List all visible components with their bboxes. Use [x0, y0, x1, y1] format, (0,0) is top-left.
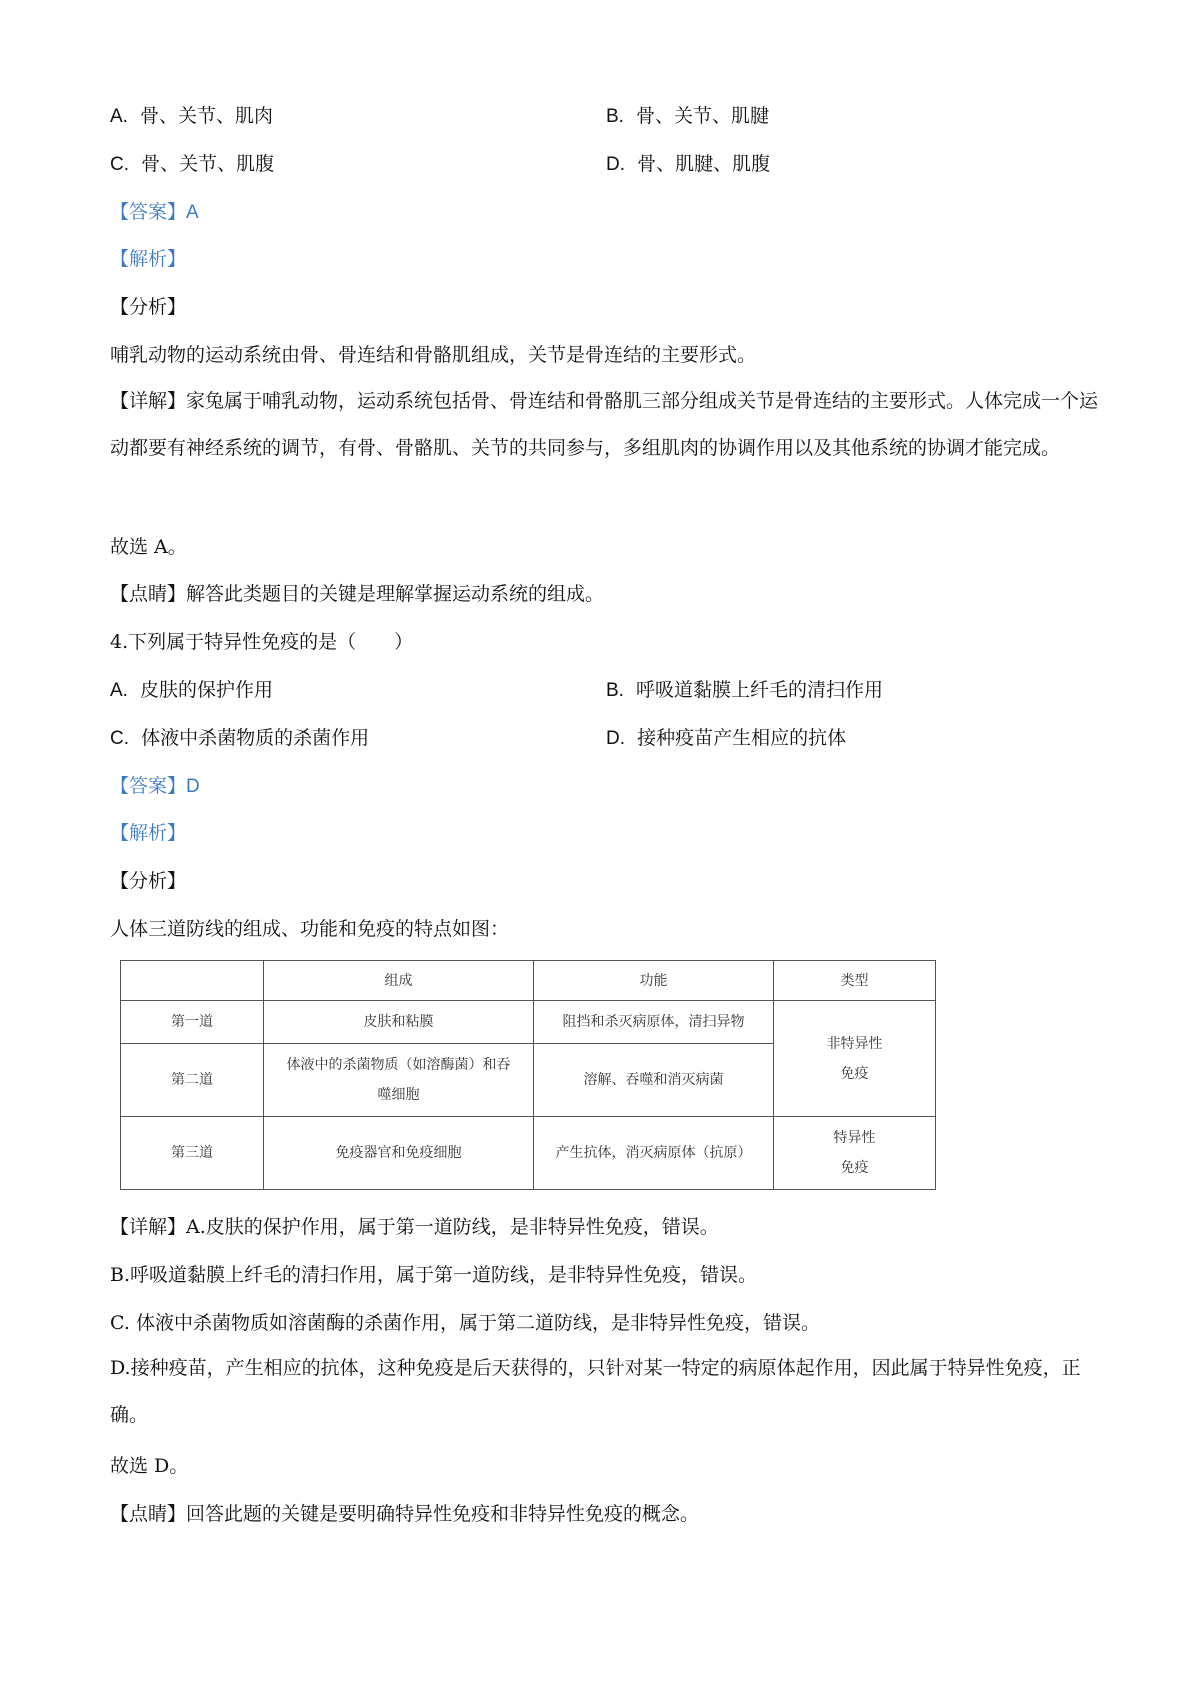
table-cell-line-name: 第三道	[121, 1117, 264, 1190]
q4-guxuan: 故选 D。	[110, 1455, 189, 1477]
table-cell-function: 阻挡和杀灭病原体，清扫异物	[534, 1001, 774, 1044]
table-cell-type-specific	[774, 1117, 936, 1190]
q4-jiexi-label: 【解析】	[110, 822, 187, 844]
table-header-composition: 组成	[264, 961, 534, 1001]
table-cell-line-name: 第二道	[121, 1044, 264, 1117]
q4-fenxi-text: 人体三道防线的组成、功能和免疫的特点如图：	[110, 918, 510, 940]
table-header-row	[121, 961, 936, 1001]
table-cell-composition	[264, 1044, 534, 1117]
q4-option-b: B. 呼吸道黏膜上纤毛的清扫作用	[606, 679, 884, 701]
function-text: 产生抗体，消灭病原体（抗原）	[555, 1145, 752, 1161]
q4-fenxi-label: 【分析】	[110, 870, 187, 892]
table-header-function: 功能	[534, 961, 774, 1001]
table-cell-function: 溶解、吞噬和消灭病菌	[534, 1044, 774, 1117]
q3-answer: 【答案】A	[110, 201, 199, 223]
q4-option-d: D. 接种疫苗产生相应的抗体	[606, 727, 847, 749]
table-cell-function	[534, 1117, 774, 1190]
q4-detail-b: B.呼吸道黏膜上纤毛的清扫作用，属于第一道防线，是非特异性免疫，错误。	[110, 1264, 758, 1286]
table-cell-composition: 皮肤和粘膜	[264, 1001, 534, 1044]
q4-option-a: A. 皮肤的保护作用	[110, 679, 274, 701]
q4-detail-d: D.接种疫苗，产生相应的抗体，这种免疫是后天获得的，只针对某一特定的病原体起作用，因此属于特异性免疫，正确。	[110, 1357, 1081, 1426]
q4-xiangjie-a: 【详解】A.皮肤的保护作用，属于第一道防线，是非特异性免疫，错误。	[110, 1216, 719, 1238]
q3-guxuan: 故选 A。	[110, 536, 187, 558]
table-cell-composition: 免疫器官和免疫细胞	[264, 1117, 534, 1190]
q4-question: 4.下列属于特异性免疫的是（ ）	[110, 631, 414, 653]
defense-lines-table	[120, 960, 936, 1190]
q3-xiangjie: 【详解】家兔属于哺乳动物，运动系统包括骨、骨连结和骨骼肌三部分组成关节是骨连结的主要形式。人体完成一个运动都要有神经系统的调节，有骨、骨骼肌、关节的共同参与，多组肌肉的协调作用以及其他系统的协调才能完成。	[110, 390, 1099, 459]
table-cell-line-name: 第一道	[121, 1001, 264, 1044]
q3-option-a: A. 骨、关节、肌肉	[110, 105, 274, 127]
q3-option-c: C. 骨、关节、肌腹	[110, 153, 275, 175]
q3-option-d: D. 骨、肌腱、肌腹	[606, 153, 771, 175]
q4-option-c: C. 体液中杀菌物质的杀菌作用	[110, 727, 370, 749]
q3-option-b: B. 骨、关节、肌腱	[606, 105, 770, 127]
type-specific-text: 特异性免疫	[833, 1130, 876, 1176]
q3-fenxi-text: 哺乳动物的运动系统由骨、骨连结和骨骼肌组成，关节是骨连结的主要形式。	[110, 344, 757, 366]
composition-text: 体液中的杀菌物质（如溶酶菌）和吞噬细胞	[286, 1057, 511, 1103]
q3-fenxi-label: 【分析】	[110, 296, 187, 318]
table-row	[121, 1001, 936, 1044]
q4-detail-c: C. 体液中杀菌物质如溶菌酶的杀菌作用，属于第二道防线，是非特异性免疫，错误。	[110, 1312, 820, 1334]
table-header-type: 类型	[774, 961, 936, 1001]
table-header-empty	[121, 961, 264, 1001]
q3-jiexi-label: 【解析】	[110, 248, 187, 270]
type-nonspecific-text: 非特异性免疫	[826, 1035, 883, 1082]
table-cell-type-nonspecific	[774, 1001, 936, 1117]
q4-answer: 【答案】D	[110, 775, 200, 797]
table-row	[121, 1117, 936, 1190]
q3-dianjing: 【点睛】解答此类题目的关键是理解掌握运动系统的组成。	[110, 583, 605, 605]
q4-dianjing: 【点睛】回答此题的关键是要明确特异性免疫和非特异性免疫的概念。	[110, 1503, 700, 1525]
